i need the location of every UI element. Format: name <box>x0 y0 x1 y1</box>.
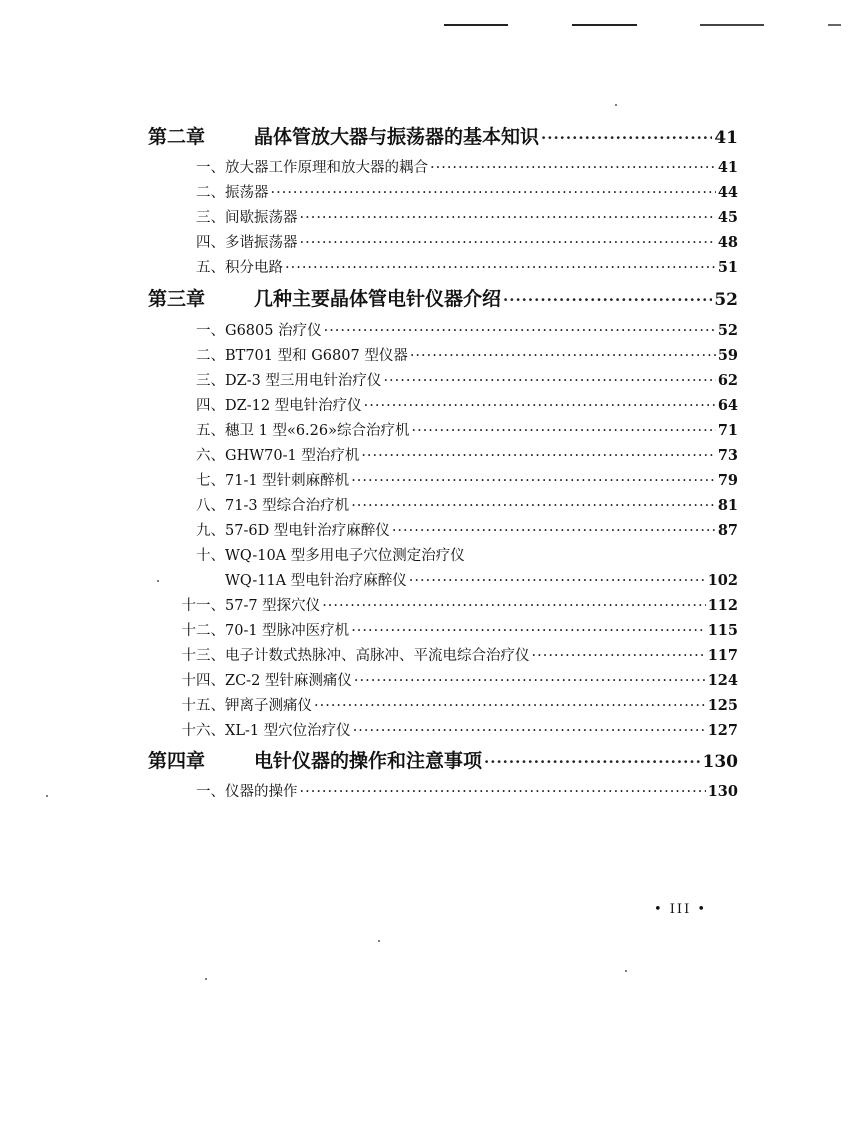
chapter-number: 第三章 <box>148 288 206 310</box>
leader-dots <box>322 598 706 614</box>
page-number: 130 <box>702 752 738 772</box>
item-number: 九、 <box>196 523 225 539</box>
toc-item[interactable] <box>188 156 738 177</box>
item-title: 钾离子测痛仪 <box>225 698 312 714</box>
toc-item[interactable] <box>168 719 738 740</box>
toc-chapter[interactable] <box>148 284 738 311</box>
page-number: 130 <box>707 783 738 800</box>
toc-item[interactable] <box>168 594 738 615</box>
toc-item[interactable] <box>188 444 738 465</box>
leader-dots <box>364 398 716 414</box>
leader-dots <box>410 348 716 364</box>
leader-dots <box>351 623 706 639</box>
scan-speck <box>378 940 380 942</box>
page-number: 41 <box>714 128 738 148</box>
item-title: DZ-12 型电针治疗仪 <box>225 398 362 414</box>
scan-speck <box>615 104 617 106</box>
item-title: GHW70-1 型治疗机 <box>225 448 360 464</box>
leader-dots <box>541 129 712 147</box>
leader-dots <box>271 185 716 201</box>
item-number: 七、 <box>196 473 225 489</box>
item-title: 71-3 型综合治疗机 <box>225 498 350 514</box>
leader-dots <box>484 753 700 771</box>
header-rule <box>572 24 637 26</box>
page-number: 59 <box>717 347 738 364</box>
toc-item[interactable] <box>188 256 738 277</box>
chapter-number: 第二章 <box>148 126 206 148</box>
scan-speck <box>205 978 207 980</box>
item-number: 一、 <box>196 160 225 176</box>
item-title: 57-6D 型电针治疗麻醉仪 <box>225 523 390 539</box>
item-title: 仪器的操作 <box>225 784 298 800</box>
leader-dots <box>300 235 716 251</box>
item-number: 十四、 <box>181 673 225 689</box>
toc-item[interactable] <box>188 231 738 252</box>
item-title: 积分电路 <box>225 260 283 276</box>
chapter-title: 电针仪器的操作和注意事项 <box>254 750 483 772</box>
leader-dots <box>532 648 706 664</box>
leader-dots <box>300 210 716 226</box>
item-title: WQ-11A 型电针治疗麻醉仪 <box>225 573 407 589</box>
page-number: 87 <box>717 522 738 539</box>
item-title: 70-1 型脉冲医疗机 <box>225 623 350 639</box>
leader-dots <box>351 498 716 514</box>
leader-dots <box>503 291 712 309</box>
scan-speck <box>625 970 627 972</box>
item-title: 71-1 型针刺麻醉机 <box>225 473 350 489</box>
page-number: 125 <box>707 697 738 714</box>
page-number: 79 <box>717 472 738 489</box>
page-number: 102 <box>707 572 738 589</box>
item-title: 57-7 型探穴仪 <box>225 598 321 614</box>
item-number: 三、 <box>196 210 225 226</box>
page-number: 71 <box>717 422 738 439</box>
page-number: 48 <box>717 234 738 251</box>
item-number: 十五、 <box>181 698 225 714</box>
item-number: 五、 <box>196 423 225 439</box>
page-folio: • III • <box>654 902 708 917</box>
header-rule <box>444 24 508 26</box>
item-title: 间歇振荡器 <box>225 210 298 226</box>
leader-dots <box>383 373 715 389</box>
item-title: WQ-10A 型多用电子穴位测定治疗仪 <box>225 548 465 564</box>
item-number: 一、 <box>196 323 225 339</box>
item-number: 四、 <box>196 398 225 414</box>
page-number: 115 <box>707 622 738 639</box>
page-number: 73 <box>717 447 738 464</box>
item-title: G6805 治疗仪 <box>225 323 322 339</box>
leader-dots <box>430 160 716 176</box>
item-number: 十六、 <box>181 723 225 739</box>
toc-item[interactable] <box>188 419 738 440</box>
toc-item[interactable] <box>188 519 738 540</box>
item-title: XL-1 型穴位治疗仪 <box>225 723 351 739</box>
page-number: 62 <box>717 372 738 389</box>
item-number: 五、 <box>196 260 225 276</box>
item-title: 放大器工作原理和放大器的耦合 <box>225 160 428 176</box>
leader-dots <box>409 573 706 589</box>
toc-item[interactable] <box>188 780 738 801</box>
page-number: 112 <box>707 597 738 614</box>
item-number: 三、 <box>196 373 225 389</box>
scan-speck <box>157 580 159 582</box>
toc-item[interactable] <box>188 319 738 340</box>
page-number: 51 <box>717 259 738 276</box>
toc-item[interactable] <box>168 619 738 640</box>
toc-item[interactable] <box>188 394 738 415</box>
leader-dots <box>411 423 715 439</box>
leader-dots <box>392 523 716 539</box>
item-number: 四、 <box>196 235 225 251</box>
page-number: 81 <box>717 497 738 514</box>
toc-item-continuation[interactable] <box>225 569 738 590</box>
toc-item[interactable] <box>168 694 738 715</box>
toc-chapter[interactable] <box>148 122 738 149</box>
leader-dots <box>300 784 706 800</box>
toc-item[interactable] <box>188 544 738 565</box>
leader-dots <box>324 323 716 339</box>
toc-item[interactable] <box>188 344 738 365</box>
toc-item[interactable] <box>188 369 738 390</box>
chapter-number: 第四章 <box>148 750 206 772</box>
toc-item[interactable] <box>168 669 738 690</box>
toc-item[interactable] <box>188 494 738 515</box>
item-title: 振荡器 <box>225 185 269 201</box>
page-number: 41 <box>717 159 738 176</box>
page-number: 127 <box>707 722 738 739</box>
item-title: DZ-3 型三用电针治疗仪 <box>225 373 382 389</box>
toc-item[interactable] <box>188 181 738 202</box>
toc-item[interactable] <box>188 206 738 227</box>
page-number: 64 <box>717 397 738 414</box>
item-title: BT701 型和 G6807 型仪器 <box>225 348 408 364</box>
leader-dots <box>361 448 715 464</box>
scan-speck <box>46 795 48 797</box>
toc-chapter[interactable] <box>148 746 738 773</box>
header-rule <box>828 24 841 26</box>
leader-dots <box>314 698 706 714</box>
item-number: 八、 <box>196 498 225 514</box>
item-title: 电子计数式热脉冲、高脉冲、平流电综合治疗仪 <box>225 648 530 664</box>
page-number: 124 <box>707 672 738 689</box>
item-number: 一、 <box>196 784 225 800</box>
item-number: 六、 <box>196 448 225 464</box>
leader-dots <box>354 673 706 689</box>
chapter-title: 几种主要晶体管电针仪器介绍 <box>254 288 502 310</box>
leader-dots <box>351 473 716 489</box>
page-number: 45 <box>717 209 738 226</box>
item-number: 十二、 <box>181 623 225 639</box>
chapter-title: 晶体管放大器与振荡器的基本知识 <box>254 126 540 148</box>
leader-dots <box>285 260 716 276</box>
item-title: 穗卫 1 型«6.26»综合治疗机 <box>225 423 410 439</box>
item-number: 二、 <box>196 348 225 364</box>
toc-item[interactable] <box>168 644 738 665</box>
page-number: 52 <box>714 290 738 310</box>
item-title: 多谐振荡器 <box>225 235 298 251</box>
toc-item[interactable] <box>188 469 738 490</box>
page-number: 117 <box>707 647 738 664</box>
page-number: 44 <box>717 184 738 201</box>
item-title: ZC-2 型针麻测痛仪 <box>225 673 352 689</box>
item-number: 二、 <box>196 185 225 201</box>
item-number: 十一、 <box>181 598 225 614</box>
item-number: 十、 <box>196 548 225 564</box>
header-rule <box>700 24 764 26</box>
page-number: 52 <box>717 322 738 339</box>
leader-dots <box>353 723 706 739</box>
item-number: 十三、 <box>181 648 225 664</box>
